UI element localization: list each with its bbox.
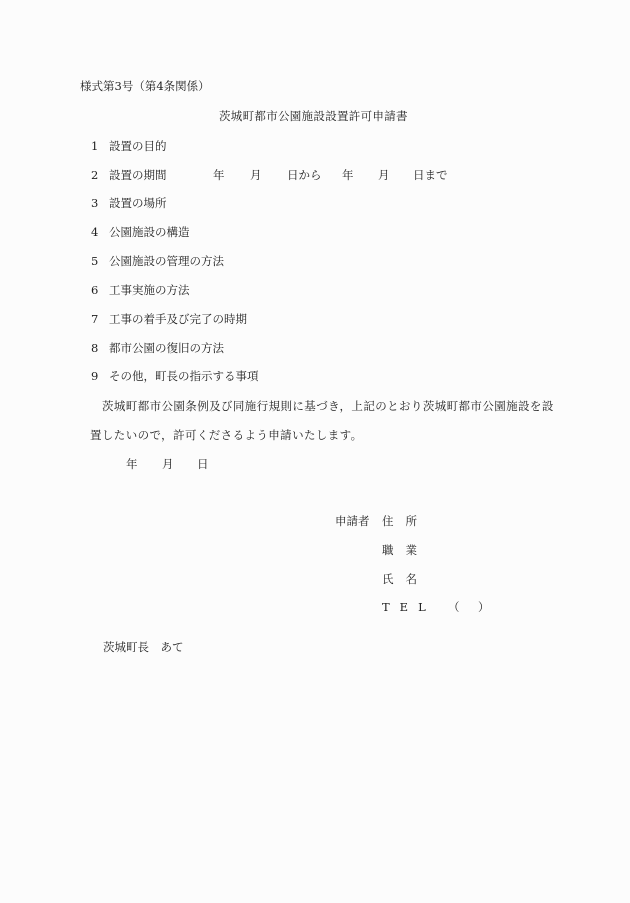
name-label (382, 574, 417, 586)
addressee: 茨城町長 あて (103, 640, 184, 654)
tel-char: L (418, 600, 426, 614)
item-number: 3 (91, 196, 99, 210)
item-label: 設置の目的 (109, 139, 167, 153)
address-char: 所 (405, 514, 417, 528)
date-year: 年 (126, 457, 138, 471)
item-number: 8 (91, 341, 99, 355)
occupation-label (382, 545, 417, 557)
body-text-line-2: 置したいので，許可くださるよう申請いたします。 (90, 428, 363, 442)
period-start-year: 年 (213, 168, 225, 182)
item-number: 6 (91, 283, 99, 297)
period-start-month: 月 (250, 168, 262, 182)
item-label: 都市公園の復旧の方法 (109, 341, 224, 355)
date-month: 月 (162, 457, 174, 471)
item-structure (91, 227, 190, 239)
item-label: 設置の期間 (109, 168, 167, 182)
item-construction-method (91, 285, 190, 297)
item-label: 工事実施の方法 (109, 283, 190, 297)
period-start-day: 日から (287, 168, 322, 182)
tel-char: E (399, 600, 409, 614)
item-number: 9 (91, 369, 99, 383)
address-label (382, 516, 417, 528)
tel-paren-close: ） (478, 600, 490, 614)
item-label: 工事の着手及び完了の時期 (109, 312, 247, 326)
tel-label (382, 602, 522, 616)
document-title: 茨城町都市公園施設設置許可申請書 (219, 109, 408, 123)
item-number: 7 (91, 312, 99, 326)
item-other (91, 371, 259, 383)
item-number: 5 (91, 254, 99, 268)
item-label: 公園施設の構造 (109, 225, 190, 239)
address-char: 住 (382, 514, 394, 528)
tel-char: T (382, 600, 390, 614)
item-restoration (91, 343, 224, 355)
item-number: 4 (91, 225, 99, 239)
period-end-year: 年 (342, 168, 354, 182)
period-end-day: 日まで (413, 168, 448, 182)
body-text-line-1: 茨城町都市公園条例及び同施行規則に基づき，上記のとおり茨城町都市公園施設を設 (102, 399, 554, 413)
tel-paren-open: （ (448, 600, 460, 614)
occupation-char: 職 (382, 543, 394, 557)
item-number: 2 (91, 168, 99, 182)
form-number: 様式第3号（第4条関係） (80, 79, 210, 93)
item-location (91, 198, 167, 210)
applicant-label: 申請者 (335, 514, 370, 528)
item-number: 1 (91, 139, 99, 153)
date-day: 日 (197, 457, 209, 471)
occupation-char: 業 (405, 543, 417, 557)
item-construction-schedule (91, 314, 247, 326)
item-label: 設置の場所 (109, 196, 167, 210)
name-char: 名 (405, 572, 417, 586)
item-period (91, 170, 471, 184)
item-management (91, 256, 224, 268)
item-label: 公園施設の管理の方法 (109, 254, 224, 268)
item-purpose (91, 141, 167, 153)
period-end-month: 月 (378, 168, 390, 182)
application-date (0, 459, 630, 473)
item-label: その他，町長の指示する事項 (109, 369, 259, 383)
name-char: 氏 (382, 572, 394, 586)
